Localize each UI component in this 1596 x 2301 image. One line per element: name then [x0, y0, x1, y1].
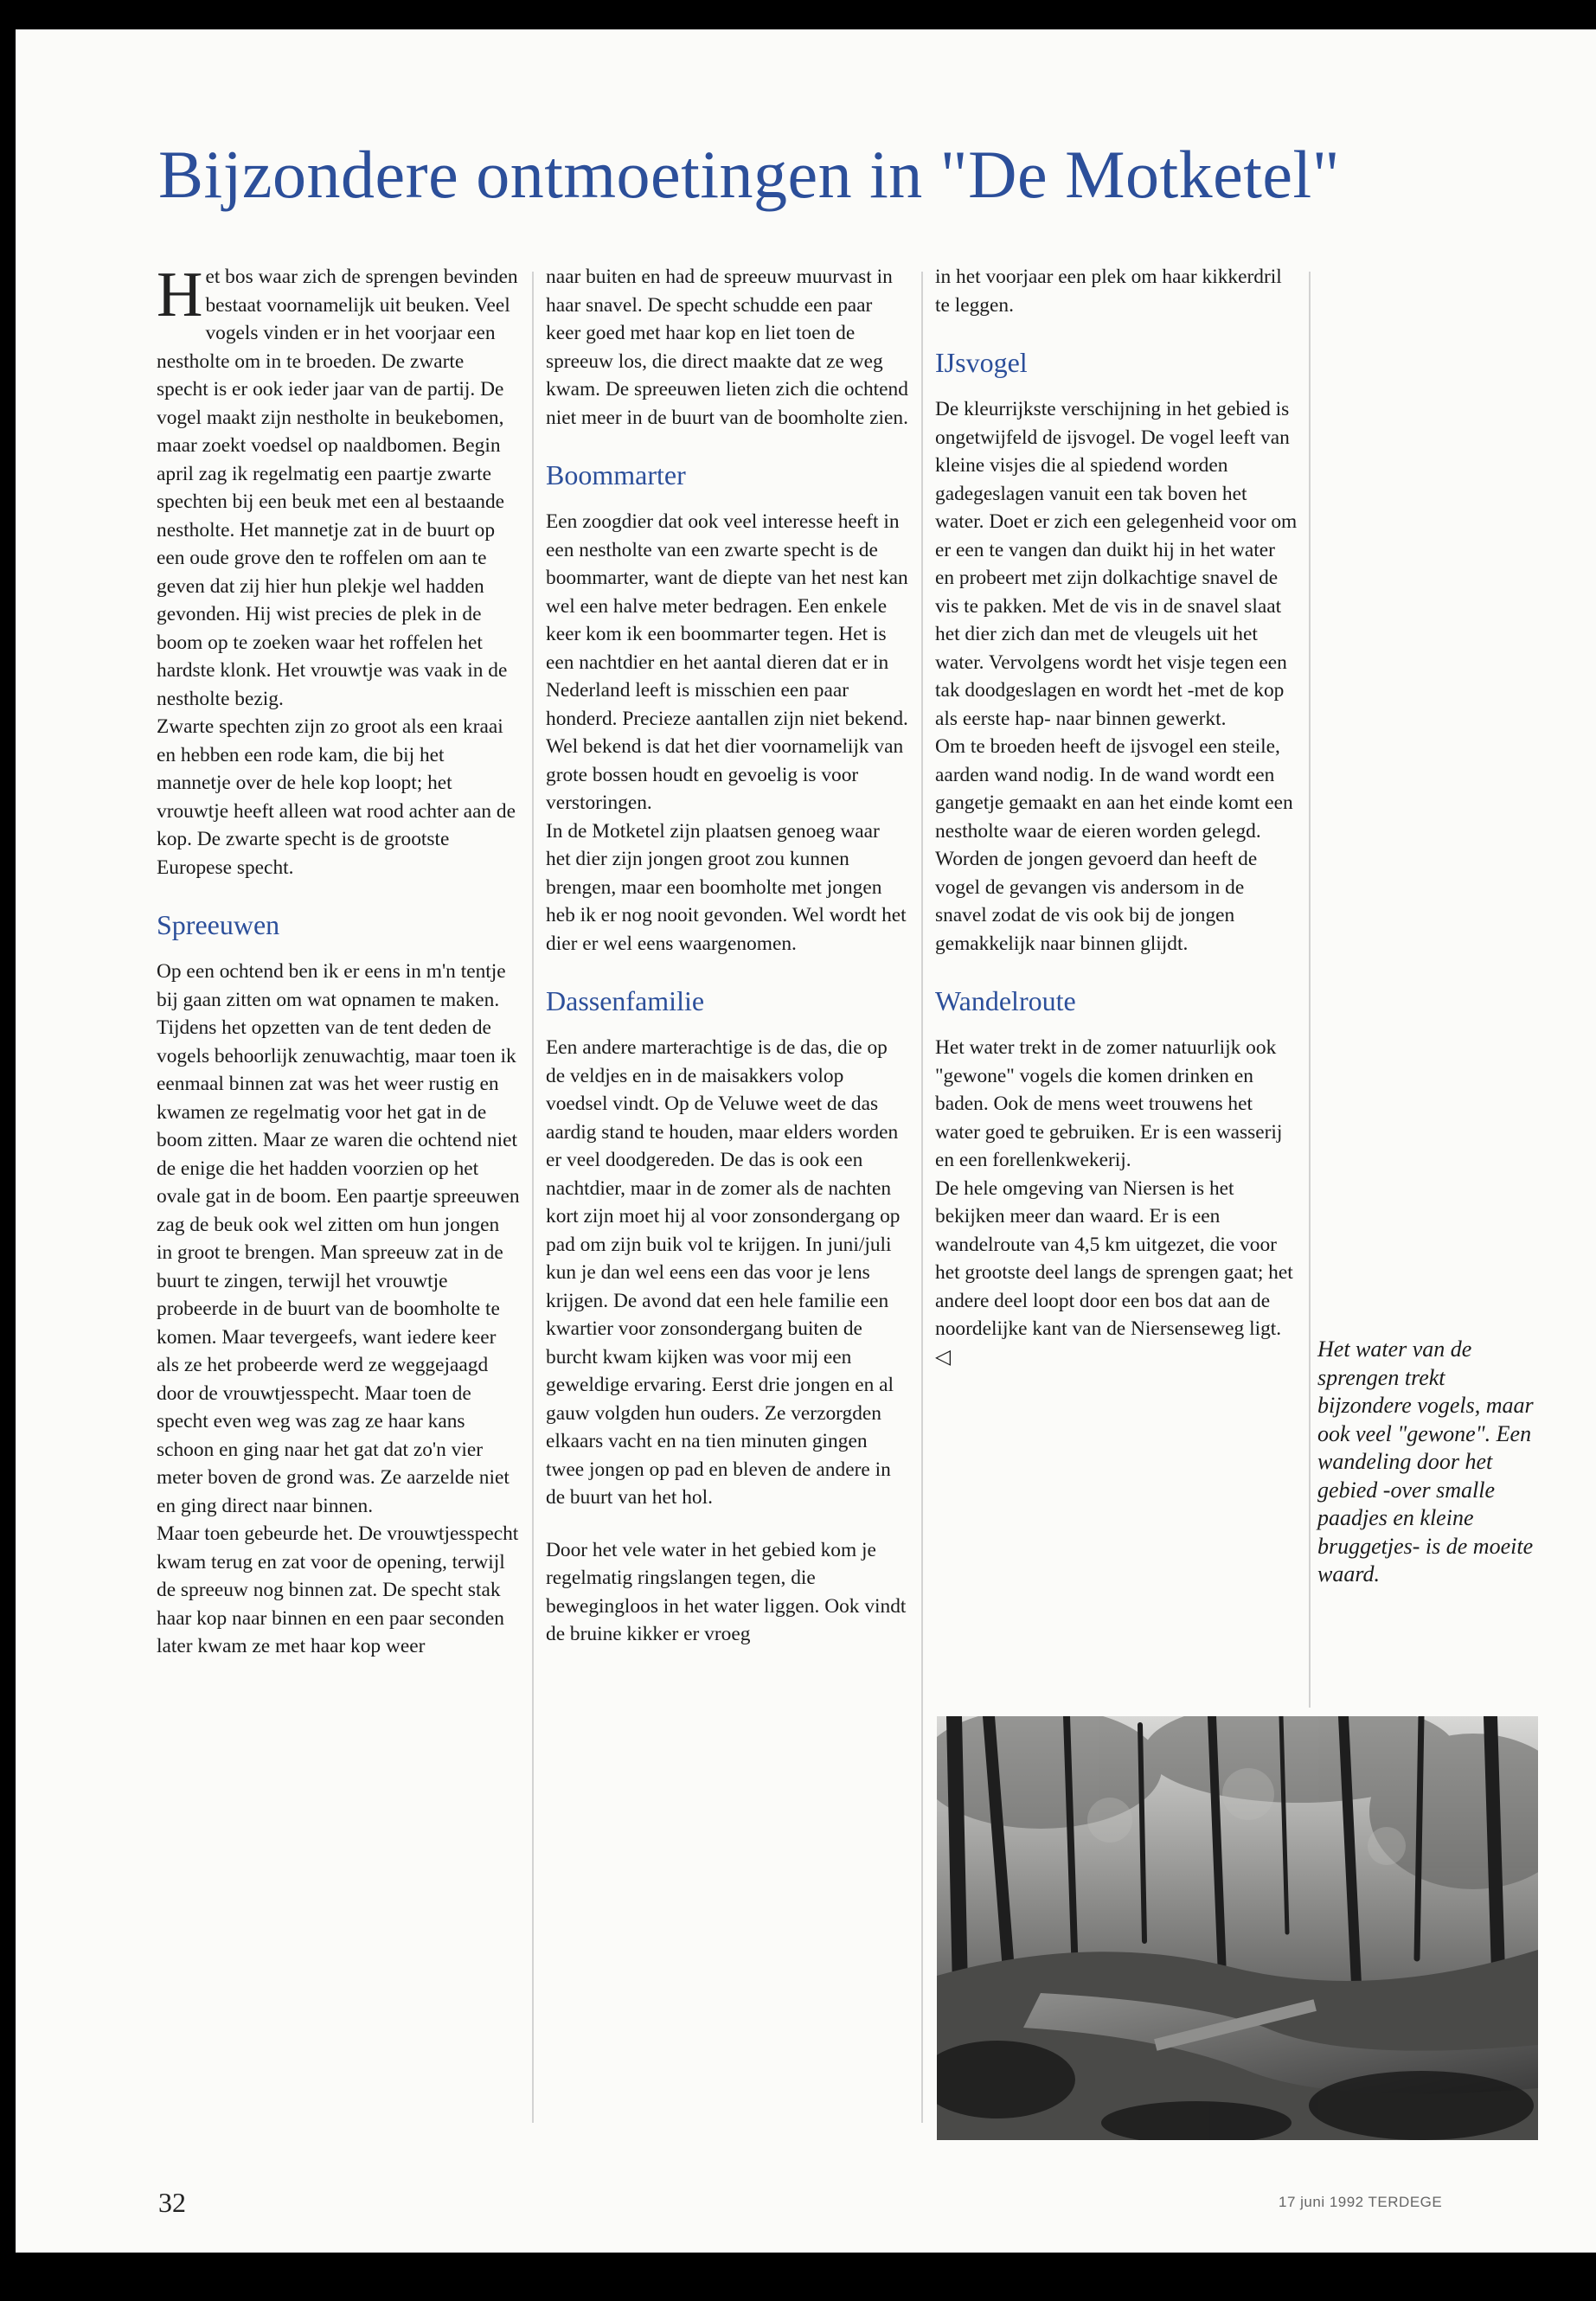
subheading-dassenfamilie: Dassenfamilie [546, 985, 705, 1016]
article-title: Bijzondere ontmoetingen in "De Motketel" [158, 137, 1341, 212]
column-divider [532, 272, 534, 2123]
column-divider [1309, 272, 1311, 1708]
column-3 [935, 263, 1298, 1371]
paragraph: Zwarte spechten zijn zo groot als een kraai en hebben een rode kam, die bij het mannetje over de hele kop loopt; het vrouwtje heeft alleen wat rood achter aan de kop. De zwarte specht is de grootste Europese specht. [157, 715, 516, 879]
paragraph: Een zoogdier dat ook veel interesse heeft in een nestholte van een zwarte specht is de boommarter, want de diepte van het nest kan wel een halve meter bedragen. Een enkele keer kom ik een boommarter tegen. Het is een nachtdier en het aantal dieren dat er in Nederland leeft is misschien een paar honderd. Precieze aantallen zijn niet bekend. Wel bekend is dat het dier voornamelijk van grote bossen houdt en gevoelig is voor verstoringen. [546, 510, 908, 814]
paragraph: Op een ochtend ben ik er eens in m'n tentje bij gaan zitten om wat opnamen te maken. Tijdens het opzetten van de tent deden de vogels behoorlijk zenuwachtig, maar toen ik eenmaal binnen zat was het weer rustig en kwamen ze regelmatig voor het gat in de boom zitten. Maar ze waren die ochtend niet de enige die het hadden voorzien op het ovale gat in de boom. Een paartje spreeuwen zag de beuk ook wel zitten om hun jongen in groot te brengen. Man spreeuw zat in de buurt te zingen, terwijl het vrouwtje probeerde in de buurt van de boomholte te komen. Maar tevergeefs, want iedere keer als ze het probeerde werd ze weggejaagd door de vrouwtjesspecht. Maar toen de specht even weg was zag ze haar kans schoon en ging naar het gat dat zo'n vier meter boven de grond was. Ze aarzelde niet en ging direct naar binnen. [157, 960, 520, 1517]
photo-caption: Het water van de sprengen trekt bijzondere vogels, maar ook veel "gewone". Een wandeling door het gebied -over smalle paadjes en kleine bruggetjes- is de moeite waard. [1317, 1336, 1534, 1586]
column-divider [921, 272, 923, 2123]
subheading-wandelroute: Wandelroute [935, 985, 1076, 1016]
subheading-ijsvogel: IJsvogel [935, 347, 1028, 378]
paragraph: Om te broeden heeft de ijsvogel een steile, aarden wand nodig. In de wand wordt een gangetje gemaakt en aan het einde komt een nestholte waar de eieren worden gelegd. [935, 735, 1293, 843]
column-2 [546, 263, 909, 1649]
paragraph: in het voorjaar een plek om haar kikkerdril te leggen. [935, 266, 1282, 317]
subheading-spreeuwen: Spreeuwen [157, 909, 280, 940]
paragraph: De kleurrijkste verschijning in het gebied is ongetwijfeld de ijsvogel. De vogel leeft van kleine visjes die al spiedend worden gadegeslagen vanuit een tak boven het water. Doet er zich een gelegenheid voor om er een te vangen dan duikt hij in het water en probeert met zijn dolkachtige snavel de vis te pakken. Met de vis in de snavel slaat het dier zich dan met de vleugels uit het water. Vervolgens wordt het visje tegen een tak doodgeslagen en wordt het -met de kop als eerste hap- naar binnen gewerkt. [935, 398, 1298, 730]
paragraph: Een andere marterachtige is de das, die op de veldjes en in de maisakkers volop voedsel vindt. Op de Veluwe weet de das aardig stand te houden, maar elders worden er veel doodgereden. De das is ook een nachtdier, maar in de zomer als de nachten kort zijn moet hij al voor zonsondergang op pad om zijn buik vol te krijgen. In juni/juli kun je dan wel eens een das voor je lens krijgen. De avond dat een hele familie een kwartier voor zonsondergang buiten de burcht kwam kijken was voor mij een geweldige ervaring. Eerst drie jongen en al gauw volgden hun ouders. Ze verzorgden elkaars vacht en na tien minuten gingen twee jongen op pad en bleven de andere in de buurt van het hol. [546, 1036, 901, 1509]
publication-date: 17 juni 1992 TERDEGE [1279, 2194, 1443, 2210]
paragraph: Het water trekt in de zomer natuurlijk ook "gewone" vogels die komen drinken en baden. Ook de mens weet trouwens het water goed te gebruiken. Er is een wasserij en een forellenkwekerij. [935, 1036, 1283, 1171]
forest-stream-photo-icon [937, 1716, 1538, 2140]
paragraph: Worden de jongen gevoerd dan heeft de vogel de gevangen vis andersom in de snavel zodat de vis ook bij de jongen gemakkelijk naar binnen glijdt. [935, 848, 1258, 955]
paragraph: Maar toen gebeurde het. De vrouwtjesspecht kwam terug en zat voor de opening, terwijl de spreeuw nog binnen zat. De specht stak haar kop naar binnen en een paar seconden later kwam ze met haar kop weer [157, 1522, 519, 1657]
magazine-page [16, 29, 1596, 2253]
paragraph: Door het vele water in het gebied kom je regelmatig ringslangen tegen, die bewegingloos in het water liggen. Ook vindt de bruine kikker er vroeg [546, 1538, 907, 1645]
column-1 [157, 260, 520, 1661]
paragraph: Het bos waar zich de sprengen bevinden bestaat voornamelijk uit beuken. Veel vogels vinden er in het voorjaar een nestholte om in te broeden. De zwarte specht is er ook ieder jaar van de partij. De vogel maakt zijn nestholte in beukebomen, maar zoekt voedsel op naaldbomen. Begin april zag ik regelmatig een paartje zwarte spechten bij een beuk met een al bestaande nestholte. Het mannetje zat in de buurt op een oude grove den te roffelen om aan te geven dat zij hier hun plekje wel hadden gevonden. Hij wist precies de plek in de boom op te zoeken waar het roffelen het hardste klonk. Het vrouwtje was vaak in de nestholte bezig. [157, 260, 518, 710]
page-number: 32 [158, 2187, 186, 2218]
paragraph: naar buiten en had de spreeuw muurvast in haar snavel. De specht schudde een paar keer goed met haar kop en liet toen de spreeuw los, die direct maakte dat ze weg kwam. De spreeuwen lieten zich die ochtend niet meer in de buurt van de boomholte zien. [546, 266, 908, 429]
paragraph: In de Motketel zijn plaatsen genoeg waar het dier zijn jongen groot zou kunnen brengen, maar een boomholte met jongen heb ik er nog nooit gevonden. Wel wordt het dier er wel eens waargenomen. [546, 819, 907, 955]
subheading-boommarter: Boommarter [546, 459, 686, 490]
paragraph: De hele omgeving van Niersen is het bekijken meer dan waard. Er is een wandelroute van 4,5 km uitgezet, die voor het grootste deel langs de sprengen gaat; het andere deel loopt door een bos dat aan de noordelijke kant van de Niersenseweg ligt. ◁ [935, 1176, 1293, 1368]
drop-cap: H [157, 260, 203, 330]
